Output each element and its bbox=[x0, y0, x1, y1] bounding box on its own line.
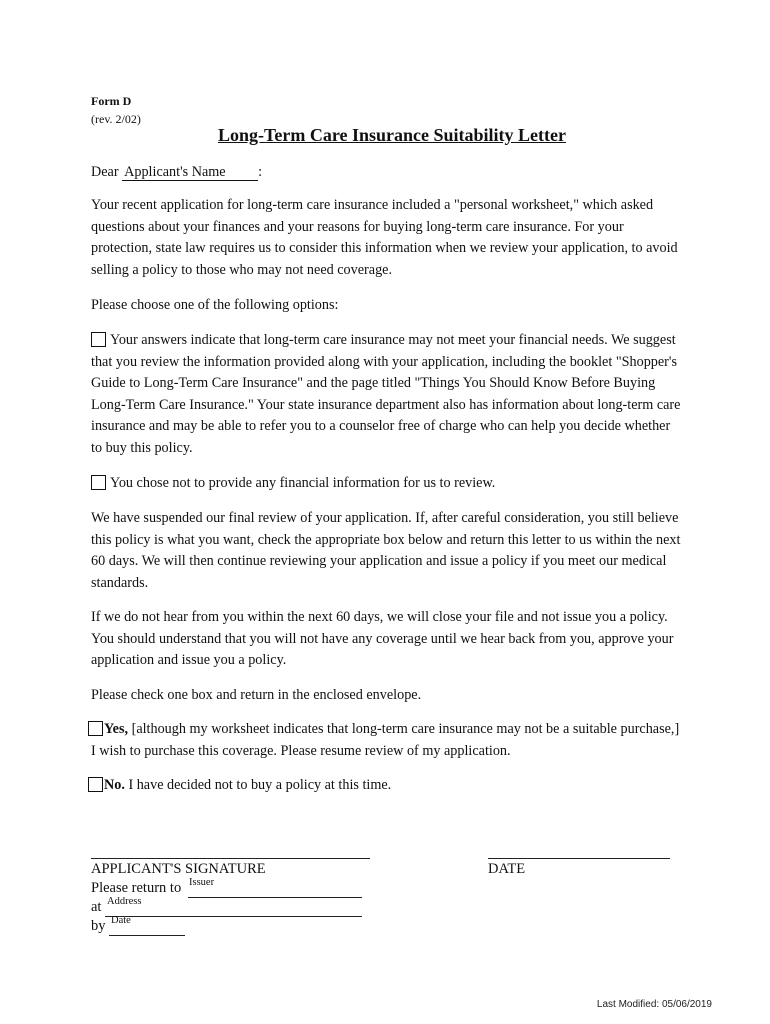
yes-label: Yes, bbox=[104, 721, 129, 737]
date-label: DATE bbox=[488, 861, 526, 877]
last-modified: Last Modified: 05/06/2019 bbox=[596, 999, 712, 1010]
date-placeholder: Date bbox=[111, 915, 131, 926]
option-not-meet-text: Your answers indicate that long-term care insurance may not meet your financial needs. We suggest that you review the information provided along with your application, including the booklet "Shopper's Guide to Long-Term Care Insurance" and the page titled "Things You Should Know Before Buying Long-Term Care Insurance." Your state insurance department also has information about long-term care insurance and may be able to refer you to a counselor free of charge who can help you decide whether to buy this policy. bbox=[91, 332, 681, 456]
applicant-signature-line[interactable] bbox=[91, 858, 370, 859]
no-hear-paragraph: If we do not hear from you within the next 60 days, we will close your file and not issue you a policy. You should understand that you will not have any coverage until we hear back from you, approve your application and issue you a policy. bbox=[91, 609, 674, 669]
response-no bbox=[91, 775, 681, 797]
applicant-signature-label: APPLICANT'S SIGNATURE bbox=[91, 861, 266, 877]
yes-text: [although my worksheet indicates that long-term care insurance may not be a suitable purchase,] I wish to purchase this coverage. Please resume review of my application. bbox=[91, 721, 680, 759]
option-no-info-text: You chose not to provide any financial information for us to review. bbox=[110, 475, 496, 491]
no-label: No. bbox=[104, 777, 125, 793]
salutation-suffix: : bbox=[258, 164, 263, 180]
by-date-line bbox=[91, 915, 131, 935]
date-signature-line[interactable] bbox=[488, 858, 670, 859]
no-checkbox[interactable] bbox=[88, 777, 103, 792]
applicant-name-field[interactable]: Applicant's Name bbox=[122, 164, 258, 181]
return-to-line bbox=[91, 877, 215, 897]
at-prefix: at bbox=[91, 899, 102, 915]
return-to-prefix: Please return to bbox=[91, 880, 182, 896]
issuer-field[interactable] bbox=[188, 897, 362, 898]
document-title-text: Long-Term Care Insurance Suitability Letter bbox=[218, 125, 566, 145]
address-field[interactable] bbox=[105, 916, 362, 917]
no-info-checkbox[interactable] bbox=[91, 475, 106, 490]
not-meet-checkbox[interactable] bbox=[91, 332, 106, 347]
yes-checkbox[interactable] bbox=[88, 721, 103, 736]
by-prefix: by bbox=[91, 918, 106, 934]
salutation bbox=[91, 162, 681, 184]
intro-paragraph: Your recent application for long-term care insurance included a "personal worksheet," which asked questions about your finances and your reasons for buying long-term care insurance. For your protection, state law requires us to consider this information when we review your application, to avoid selling a policy to those who may not need coverage. bbox=[91, 197, 678, 278]
salutation-prefix: Dear bbox=[91, 164, 119, 180]
choose-paragraph: Please choose one of the following options: bbox=[91, 297, 339, 313]
address-placeholder: Address bbox=[107, 896, 142, 907]
document-title bbox=[0, 125, 770, 146]
form-id: Form D bbox=[91, 94, 132, 108]
option-not-meet bbox=[91, 330, 681, 460]
check-one-paragraph: Please check one box and return in the enclosed envelope. bbox=[91, 687, 422, 703]
form-revision: (rev. 2/02) bbox=[91, 112, 141, 126]
issuer-placeholder: Issuer bbox=[189, 877, 215, 888]
by-date-field[interactable] bbox=[109, 935, 185, 936]
address-line bbox=[91, 896, 142, 916]
response-yes bbox=[91, 719, 681, 762]
suspended-paragraph: We have suspended our final review of your application. If, after careful consideration, you still believe this policy is what you want, check the appropriate box below and return this letter to us within the next 60 days. We will then continue reviewing your application and issue a policy if you meet our medical standards. bbox=[91, 510, 681, 591]
no-text: I have decided not to buy a policy at this time. bbox=[124, 777, 392, 793]
option-no-info bbox=[91, 473, 681, 495]
